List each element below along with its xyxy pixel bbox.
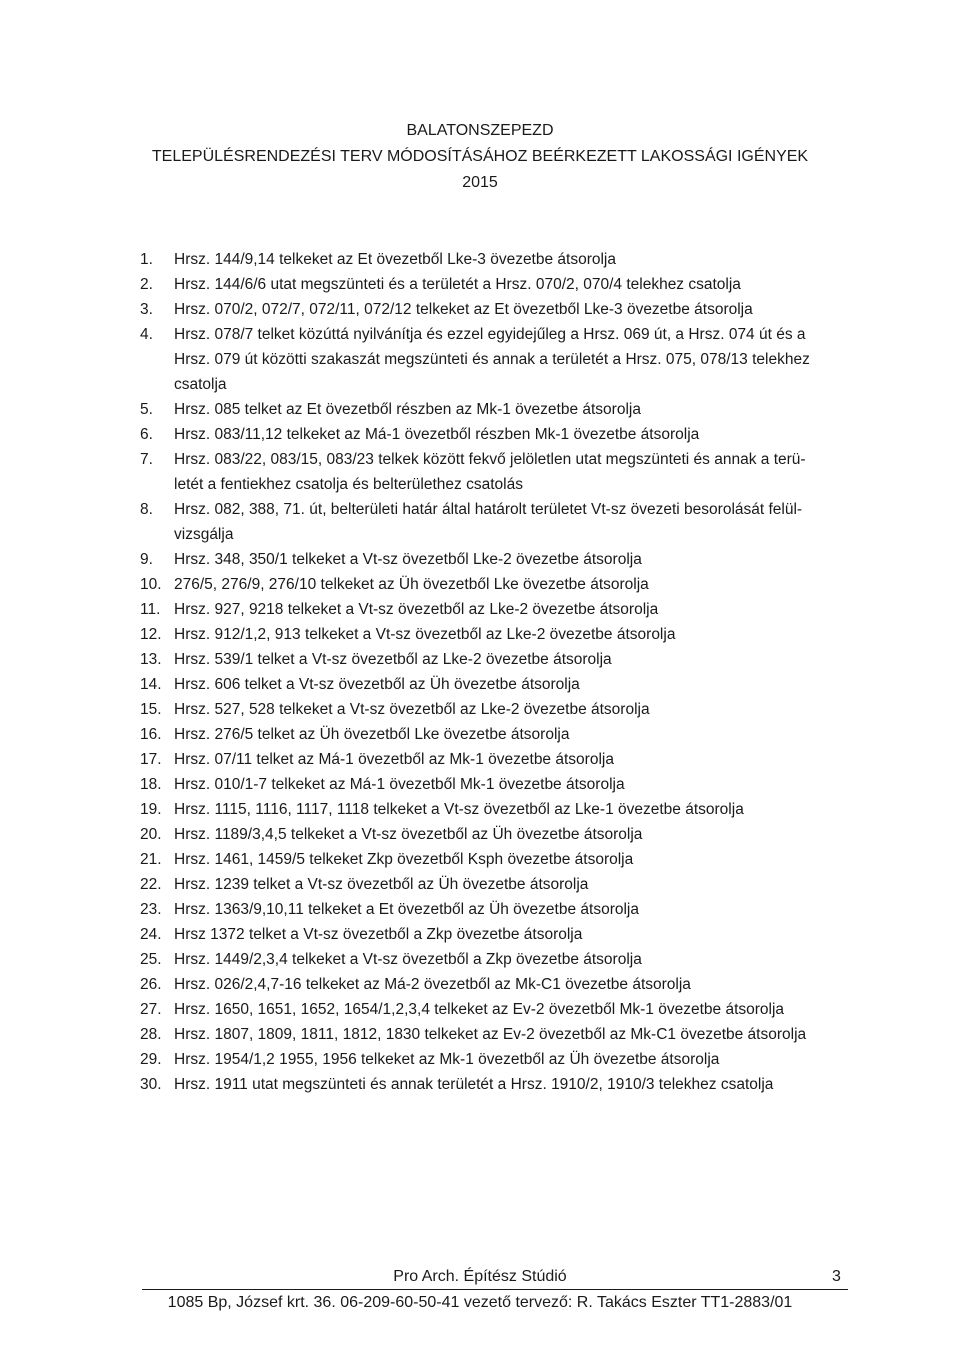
item-text — [174, 547, 840, 572]
item-number: 18. — [140, 776, 162, 793]
list-item — [140, 297, 840, 322]
document-header — [0, 118, 960, 196]
item-text — [174, 797, 840, 822]
item-text-line: Hrsz. 070/2, 072/7, 072/11, 072/12 telkeket az Et övezetből Lke-3 övezetbe átsorolja — [174, 301, 753, 318]
item-text-line: Hrsz. 539/1 telket a Vt-sz övezetből az Lke-2 övezetbe átsorolja — [174, 651, 612, 668]
item-text-line: Hrsz. 348, 350/1 telkeket a Vt-sz övezetből Lke-2 övezetbe átsorolja — [174, 551, 642, 568]
item-text-line: Hrsz. 144/9,14 telkeket az Et övezetből Lke-3 övezetbe átsorolja — [174, 251, 616, 268]
item-number: 11. — [140, 601, 161, 618]
item-number: 1. — [140, 251, 153, 268]
item-text-line: Hrsz. 1807, 1809, 1811, 1812, 1830 telkeket az Ev-2 övezetből az Mk-C1 övezetbe átsorolja — [174, 1026, 807, 1043]
item-number: 7. — [140, 451, 153, 468]
item-number: 4. — [140, 326, 153, 343]
list-item — [140, 847, 840, 872]
item-text — [174, 847, 840, 872]
list-item — [140, 272, 840, 297]
item-text — [174, 997, 840, 1022]
item-number: 3. — [140, 301, 153, 318]
item-number: 15. — [140, 701, 162, 718]
item-text — [174, 447, 840, 497]
item-text-line: Hrsz. 1461, 1459/5 telkeket Zkp övezetből Ksph övezetbe átsorolja — [174, 851, 634, 868]
list-item — [140, 647, 840, 672]
item-text — [174, 672, 840, 697]
item-text-line: Hrsz. 1449/2,3,4 telkeket a Vt-sz övezetből a Zkp övezetbe átsorolja — [174, 951, 642, 968]
item-text — [174, 272, 840, 297]
list-item — [140, 1072, 840, 1097]
item-text-line: Hrsz. 927, 9218 telkeket a Vt-sz övezetből az Lke-2 övezetbe átsorolja — [174, 601, 659, 618]
list-item — [140, 997, 840, 1022]
item-text — [174, 422, 840, 447]
request-list — [140, 247, 840, 1097]
item-number: 22. — [140, 876, 162, 893]
item-number: 21. — [140, 851, 162, 868]
list-item — [140, 422, 840, 447]
item-text-line: Hrsz. 527, 528 telkeket a Vt-sz övezetből az Lke-2 övezetbe átsorolja — [174, 701, 650, 718]
item-text-line: Hrsz. 1954/1,2 1955, 1956 telkeket az Mk-1 övezetből az Üh övezetbe átsorolja — [174, 1051, 720, 1068]
item-text — [174, 397, 840, 422]
item-text — [174, 947, 840, 972]
item-text — [174, 597, 840, 622]
list-item — [140, 597, 840, 622]
item-number: 6. — [140, 426, 153, 443]
document-title: TELEPÜLÉSRENDEZÉSI TERV MÓDOSÍTÁSÁHOZ BEÉRKEZETT LAKOSSÁGI IGÉNYEK — [151, 148, 809, 165]
list-item — [140, 572, 840, 597]
footer-studio-name: Pro Arch. Építész Stúdió — [393, 1268, 567, 1285]
item-text — [174, 772, 840, 797]
item-text-line: vizsgálja — [174, 526, 234, 543]
municipality-name: BALATONSZEPEZD — [406, 122, 554, 139]
item-text-line: Hrsz. 07/11 telket az Má-1 övezetből az Mk-1 övezetbe átsorolja — [174, 751, 614, 768]
item-text-line: Hrsz. 1650, 1651, 1652, 1654/1,2,3,4 telkeket az Ev-2 övezetből Mk-1 övezetbe átsorolja — [174, 1001, 785, 1018]
list-item — [140, 922, 840, 947]
item-number: 26. — [140, 976, 162, 993]
item-text — [174, 897, 840, 922]
list-item — [140, 547, 840, 572]
item-text — [174, 297, 840, 322]
item-text-line: Hrsz. 082, 388, 71. út, belterületi határ által határolt területet Vt-sz övezeti besorolását felül- — [174, 501, 803, 518]
item-text — [174, 1022, 840, 1047]
item-number: 16. — [140, 726, 162, 743]
item-text-line: Hrsz. 912/1,2, 913 telkeket a Vt-sz övezetből az Lke-2 övezetbe átsorolja — [174, 626, 676, 643]
item-text-line: Hrsz. 1363/9,10,11 telkeket a Et övezetből az Üh övezetbe átsorolja — [174, 901, 639, 918]
list-item — [140, 622, 840, 647]
list-item — [140, 772, 840, 797]
item-number: 10. — [140, 576, 162, 593]
item-text-line: Hrsz. 276/5 telket az Üh övezetből Lke övezetbe átsorolja — [174, 726, 570, 743]
item-text — [174, 722, 840, 747]
item-number: 12. — [140, 626, 162, 643]
item-text — [174, 697, 840, 722]
footer-divider — [142, 1289, 848, 1290]
list-item — [140, 497, 840, 547]
item-text — [174, 647, 840, 672]
list-item — [140, 822, 840, 847]
item-number: 13. — [140, 651, 162, 668]
item-number: 20. — [140, 826, 162, 843]
item-number: 8. — [140, 501, 153, 518]
list-item — [140, 897, 840, 922]
item-number: 24. — [140, 926, 162, 943]
item-number: 9. — [140, 551, 153, 568]
list-item — [140, 872, 840, 897]
item-text-line: Hrsz. 083/22, 083/15, 083/23 telkek között fekvő jelöletlen utat megszünteti és annak a terü- — [174, 451, 806, 468]
item-text — [174, 247, 840, 272]
item-text — [174, 322, 840, 397]
item-number: 28. — [140, 1026, 162, 1043]
list-item — [140, 747, 840, 772]
item-text — [174, 972, 840, 997]
item-text — [174, 1072, 840, 1097]
item-text-line: csatolja — [174, 376, 227, 393]
item-number: 14. — [140, 676, 162, 693]
item-number: 5. — [140, 401, 153, 418]
item-number: 2. — [140, 276, 153, 293]
item-text — [174, 1047, 840, 1072]
item-number: 23. — [140, 901, 162, 918]
item-number: 27. — [140, 1001, 162, 1018]
document-year: 2015 — [462, 174, 498, 191]
list-item — [140, 322, 840, 397]
page-number: 3 — [832, 1268, 841, 1285]
item-text — [174, 822, 840, 847]
item-text-line: Hrsz. 085 telket az Et övezetből részben az Mk-1 övezetbe átsorolja — [174, 401, 641, 418]
item-number: 25. — [140, 951, 162, 968]
item-text-line: Hrsz 1372 telket a Vt-sz övezetből a Zkp övezetbe átsorolja — [174, 926, 583, 943]
item-text-line: Hrsz. 1115, 1116, 1117, 1118 telkeket a Vt-sz övezetből az Lke-1 övezetbe átsorolja — [174, 801, 744, 818]
footer-address: 1085 Bp, József krt. 36. 06-209-60-50-41 vezető tervező: R. Takács Eszter TT1-2883/01 — [167, 1294, 793, 1311]
list-item — [140, 672, 840, 697]
item-text-line: Hrsz. 1239 telket a Vt-sz övezetből az Üh övezetbe átsorolja — [174, 876, 589, 893]
item-text-line: Hrsz. 079 út közötti szakaszát megszünteti és annak a területét a Hrsz. 075, 078/13 telekhez — [174, 351, 810, 368]
item-text-line: Hrsz. 144/6/6 utat megszünteti és a területét a Hrsz. 070/2, 070/4 telekhez csatolja — [174, 276, 741, 293]
item-text — [174, 922, 840, 947]
list-item — [140, 447, 840, 497]
item-text-line: 276/5, 276/9, 276/10 telkeket az Üh övezetből Lke övezetbe átsorolja — [174, 576, 649, 593]
list-item — [140, 1022, 840, 1047]
item-number: 17. — [140, 751, 162, 768]
item-text-line: Hrsz. 010/1-7 telkeket az Má-1 övezetből Mk-1 övezetbe átsorolja — [174, 776, 625, 793]
item-text-line: Hrsz. 083/11,12 telkeket az Má-1 övezetből részben Mk-1 övezetbe átsorolja — [174, 426, 700, 443]
list-item — [140, 797, 840, 822]
list-item — [140, 722, 840, 747]
item-text — [174, 622, 840, 647]
item-number: 30. — [140, 1076, 162, 1093]
list-item — [140, 697, 840, 722]
list-item — [140, 1047, 840, 1072]
item-text-line: Hrsz. 1189/3,4,5 telkeket a Vt-sz övezetből az Üh övezetbe átsorolja — [174, 826, 643, 843]
item-text — [174, 747, 840, 772]
item-number: 19. — [140, 801, 162, 818]
list-item — [140, 397, 840, 422]
item-text-line: Hrsz. 1911 utat megszünteti és annak területét a Hrsz. 1910/2, 1910/3 telekhez csatolja — [174, 1076, 774, 1093]
list-item — [140, 947, 840, 972]
item-text — [174, 872, 840, 897]
item-text — [174, 572, 840, 597]
item-text-line: Hrsz. 078/7 telket közúttá nyilvánítja és ezzel egyidejűleg a Hrsz. 069 út, a Hrsz. 074 út és a — [174, 326, 806, 343]
item-text-line: Hrsz. 026/2,4,7-16 telkeket az Má-2 övezetből az Mk-C1 övezetbe átsorolja — [174, 976, 691, 993]
item-text — [174, 497, 840, 547]
item-text-line: letét a fentiekhez csatolja és belterülethez csatolás — [174, 476, 523, 493]
list-item — [140, 972, 840, 997]
item-number: 29. — [140, 1051, 162, 1068]
list-item — [140, 247, 840, 272]
item-text-line: Hrsz. 606 telket a Vt-sz övezetből az Üh övezetbe átsorolja — [174, 676, 580, 693]
